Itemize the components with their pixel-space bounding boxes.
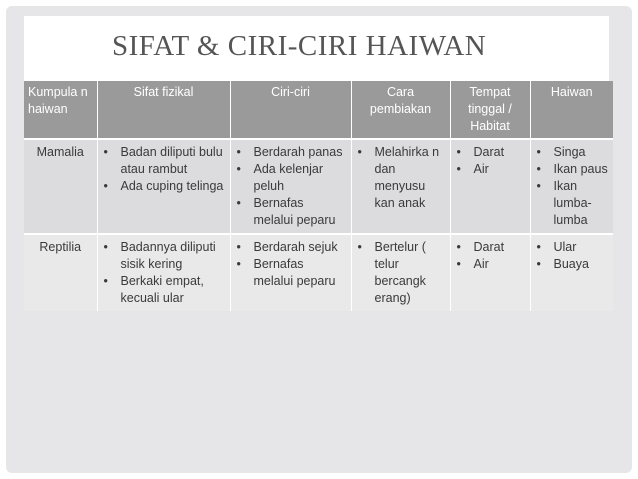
ciri-cell: [230, 139, 351, 234]
bullet-list: [455, 239, 526, 273]
table-row: [24, 234, 613, 311]
header-pembiakan: Cara pembiakan: [351, 81, 450, 139]
list-item: • Bernafas melalui peparu: [235, 256, 347, 290]
list-item: • Air: [455, 161, 526, 178]
list-item: • Ada kelenjar peluh: [235, 161, 347, 195]
ciri-cell: [230, 234, 351, 311]
list-item: • Ikan paus: [535, 161, 610, 178]
header-kumpulan: Kumpula n haiwan: [24, 81, 97, 139]
list-item: • Bernafas melalui peparu: [235, 195, 347, 229]
list-item: • Badannya diliputi sisik kering: [102, 239, 226, 273]
bullet-list: [535, 144, 610, 229]
bullet-list: [356, 239, 446, 307]
table-row: [24, 139, 613, 234]
bullet-list: [235, 239, 347, 290]
bullet-list: [235, 144, 347, 229]
group-cell: Reptilia: [24, 234, 97, 311]
sifat-cell: [97, 139, 230, 234]
list-item: • Air: [455, 256, 526, 273]
sifat-cell: [97, 234, 230, 311]
list-item: • Buaya: [535, 256, 610, 273]
bullet-list: [102, 239, 226, 307]
list-item: • Berkaki empat, kecuali ular: [102, 273, 226, 307]
list-item: • Badan diliputi bulu atau rambut: [102, 144, 226, 178]
header-habitat: Tempat tinggal / Habitat: [450, 81, 530, 139]
list-item: • Ikan lumba-lumba: [535, 178, 610, 229]
pembiakan-cell: [351, 139, 450, 234]
list-item: • Ular: [535, 239, 610, 256]
bullet-list: [102, 144, 226, 195]
header-haiwan: Haiwan: [530, 81, 613, 139]
habitat-cell: [450, 139, 530, 234]
list-item: • Bertelur ( telur bercangk erang): [356, 239, 446, 307]
habitat-cell: [450, 234, 530, 311]
list-item: • Darat: [455, 144, 526, 161]
list-item: • Berdarah panas: [235, 144, 347, 161]
bullet-list: [455, 144, 526, 178]
haiwan-cell: [530, 234, 613, 311]
list-item: • Melahirka n dan menyusu kan anak: [356, 144, 446, 212]
pembiakan-cell: [351, 234, 450, 311]
bullet-list: [535, 239, 610, 273]
bullet-list: [356, 144, 446, 212]
header-ciri: Ciri-ciri: [230, 81, 351, 139]
list-item: • Berdarah sejuk: [235, 239, 347, 256]
group-cell: Mamalia: [24, 139, 97, 234]
list-item: • Darat: [455, 239, 526, 256]
animal-table: [24, 81, 613, 311]
slide-title: SIFAT & CIRI-CIRI HAIWAN: [112, 30, 487, 62]
list-item: • Ada cuping telinga: [102, 178, 226, 195]
header-sifat: Sifat fizikal: [97, 81, 230, 139]
list-item: • Singa: [535, 144, 610, 161]
table-header-row: [24, 81, 613, 139]
haiwan-cell: [530, 139, 613, 234]
